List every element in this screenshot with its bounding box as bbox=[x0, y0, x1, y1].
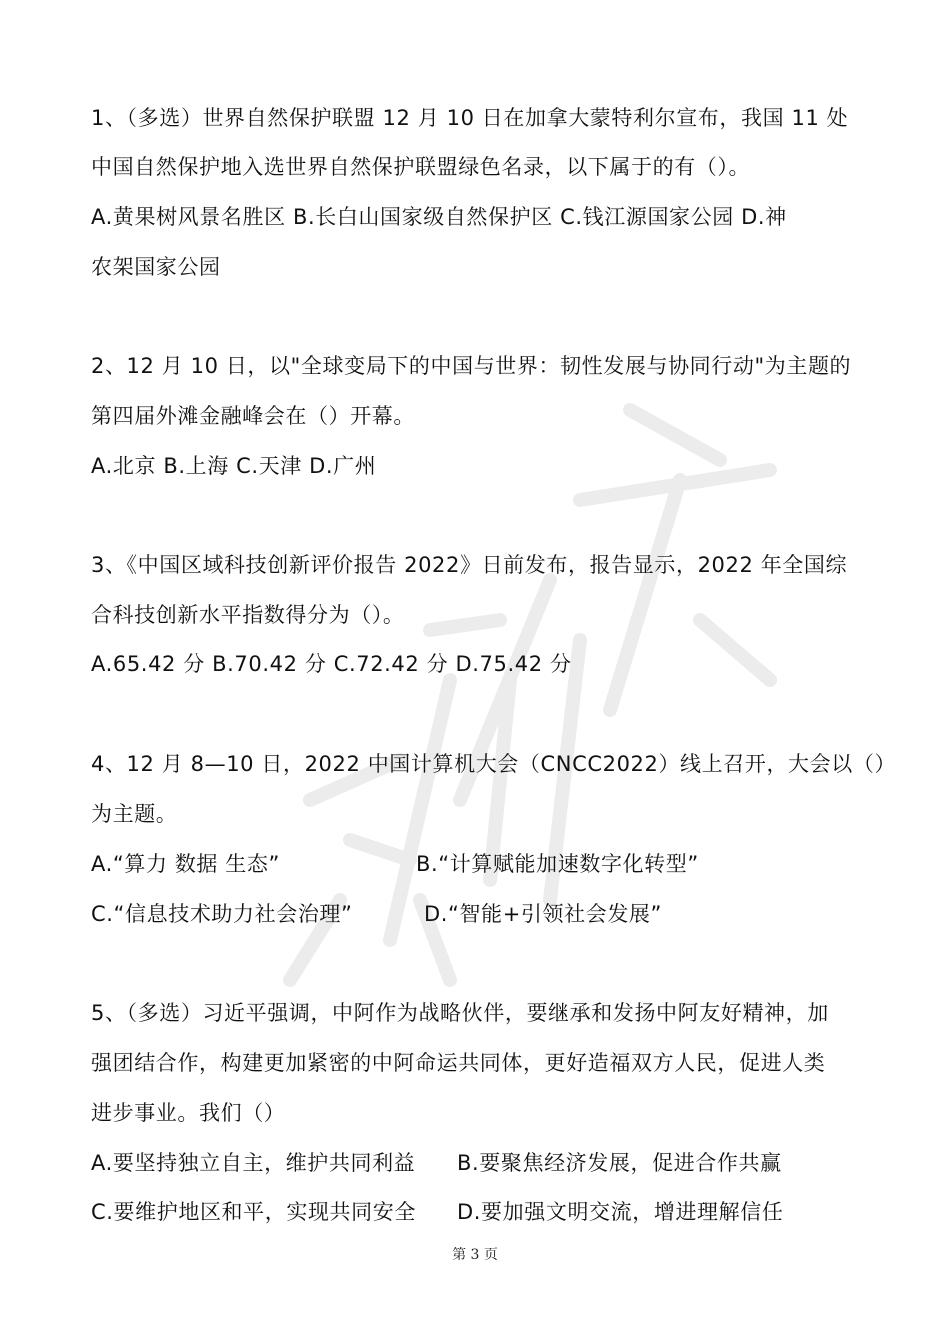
question-1-options-line-2: 农架国家公园 bbox=[91, 255, 221, 279]
question-5-option-a: A.要坚持独立自主，维护共同利益 bbox=[91, 1151, 416, 1175]
question-4-option-a: A.“算力 数据 生态” bbox=[91, 852, 280, 876]
question-5-option-b: B.要聚焦经济发展，促进合作共赢 bbox=[457, 1151, 782, 1175]
question-4-option-c: C.“信息技术助力社会治理” bbox=[91, 902, 353, 926]
question-2-line-1: 2、12 月 10 日，以"全球变局下的中国与世界：韧性发展与协同行动"为主题的 bbox=[91, 354, 852, 378]
question-1-options-line-1: A.黄果树风景名胜区 B.长白山国家级自然保护区 C.钱江源国家公园 D.神 bbox=[91, 205, 787, 229]
question-5-line-2: 强团结合作，构建更加紧密的中阿命运共同体，更好造福双方人民，促进人类 bbox=[91, 1051, 826, 1075]
question-2-line-2: 第四届外滩金融峰会在（）开幕。 bbox=[91, 404, 415, 428]
question-2-options: A.北京 B.上海 C.天津 D.广州 bbox=[91, 454, 377, 478]
question-5-option-d: D.要加强文明交流，增进理解信任 bbox=[457, 1200, 784, 1224]
question-5-option-c: C.要维护地区和平，实现共同安全 bbox=[91, 1200, 416, 1224]
question-5-line-3: 进步事业。我们（） bbox=[91, 1101, 286, 1125]
question-1-line-2: 中国自然保护地入选世界自然保护联盟绿色名录，以下属于的有（）。 bbox=[91, 155, 751, 179]
question-3-options: A.65.42 分 B.70.42 分 C.72.42 分 D.75.42 分 bbox=[91, 652, 572, 676]
question-5-line-1: 5、（多选）习近平强调，中阿作为战略伙伴，要继承和发扬中阿友好精神，加 bbox=[91, 1001, 829, 1025]
question-3-line-2: 合科技创新水平指数得分为（）。 bbox=[91, 603, 405, 627]
question-4-option-d: D.“智能+引领社会发展” bbox=[424, 902, 662, 926]
question-4-option-b: B.“计算赋能加速数字化转型” bbox=[416, 852, 699, 876]
page-number: 第 3 页 bbox=[452, 1247, 498, 1263]
question-4-line-1: 4、12 月 8—10 日，2022 中国计算机大会（CNCC2022）线上召开，大会以（） bbox=[91, 752, 897, 776]
question-4-line-2: 为主题。 bbox=[91, 802, 178, 826]
question-1-line-1: 1、（多选）世界自然保护联盟 12 月 10 日在加拿大蒙特利尔宣布，我国 11 处 bbox=[91, 106, 849, 130]
question-3-line-1: 3、《中国区域科技创新评价报告 2022》日前发布，报告显示，2022 年全国综 bbox=[91, 553, 848, 577]
